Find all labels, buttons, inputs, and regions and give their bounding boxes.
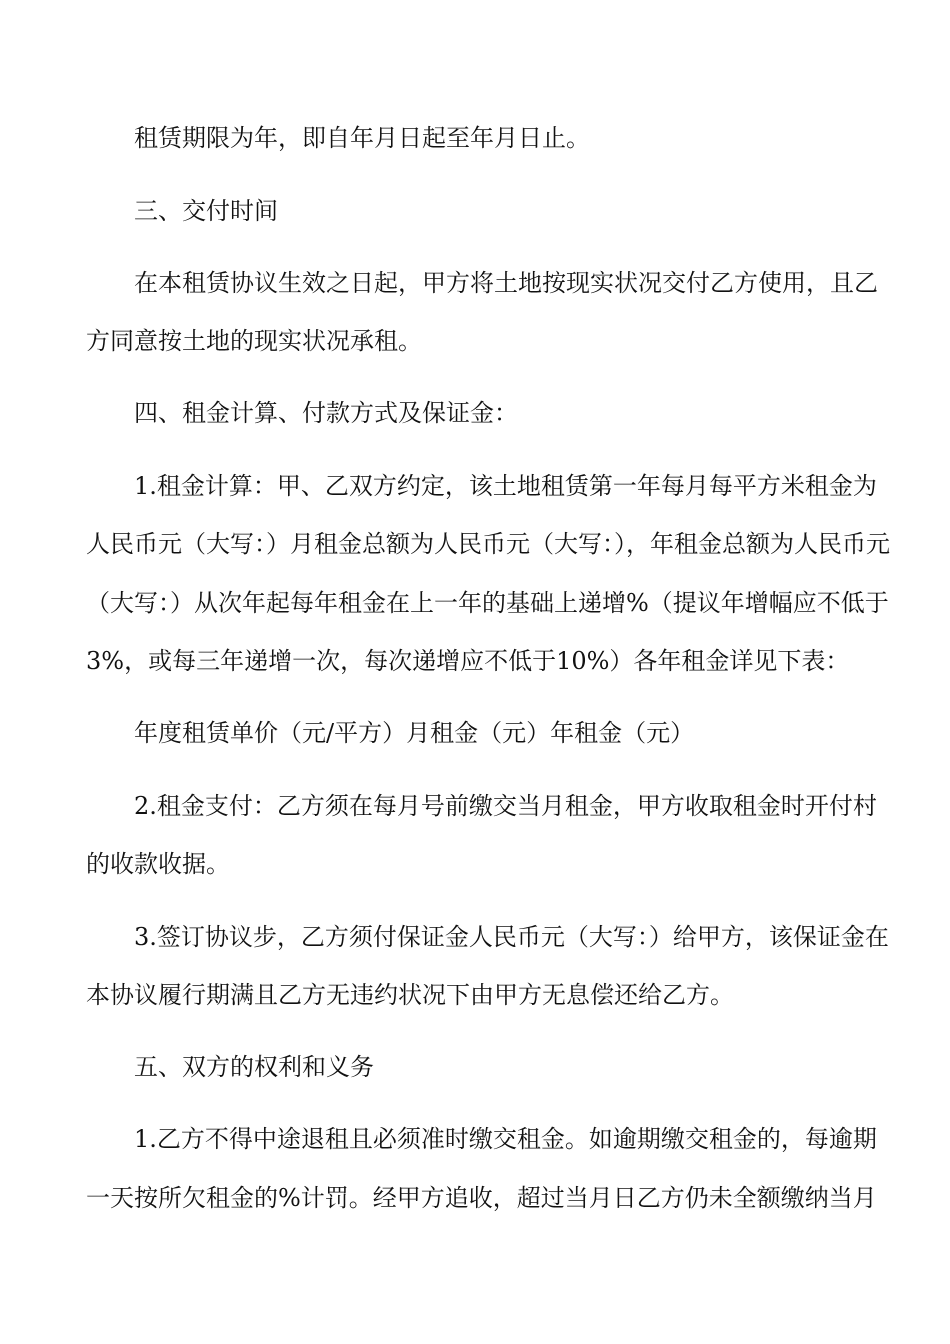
rent-calculation-line-3: （大写：）从次年起每年租金在上一年的基础上递增%（提议年增幅应不低于 — [86, 589, 889, 617]
section-three-heading: 三、交付时间 — [134, 197, 278, 225]
rights-obligations-line-1: 1.乙方不得中途退租且必须准时缴交租金。如逾期缴交租金的，每逾期 — [134, 1125, 877, 1153]
rent-payment-line-1: 2.租金支付：乙方须在每月号前缴交当月租金，甲方收取租金时开付村 — [134, 792, 877, 820]
deposit-line-2: 本协议履行期满且乙方无违约状况下由甲方无息偿还给乙方。 — [86, 981, 734, 1009]
delivery-paragraph-line-2: 方同意按土地的现实状况承租。 — [86, 327, 422, 355]
section-five-heading: 五、双方的权利和义务 — [134, 1053, 374, 1081]
rights-obligations-line-2: 一天按所欠租金的%计罚。经甲方追收，超过当月日乙方仍未全额缴纳当月 — [86, 1184, 877, 1212]
rent-calculation-line-4: 3%，或每三年递增一次，每次递增应不低于10%）各年租金详见下表： — [86, 647, 850, 675]
delivery-paragraph-line-1: 在本租赁协议生效之日起，甲方将土地按现实状况交付乙方使用，且乙 — [134, 269, 878, 297]
rent-calculation-line-2: 人民币元（大写：）月租金总额为人民币元（大写：），年租金总额为人民币元 — [86, 530, 890, 558]
rent-table-header-line: 年度租赁单价（元/平方）月租金（元）年租金（元） — [134, 719, 695, 747]
section-four-heading: 四、租金计算、付款方式及保证金： — [134, 399, 518, 427]
rent-calculation-line-1: 1.租金计算：甲、乙双方约定，该土地租赁第一年每月每平方米租金为 — [134, 472, 877, 500]
rent-payment-line-2: 的收款收据。 — [86, 850, 230, 878]
deposit-line-1: 3.签订协议步，乙方须付保证金人民币元（大写：）给甲方，该保证金在 — [134, 923, 889, 951]
lease-term-line: 租赁期限为年，即自年月日起至年月日止。 — [134, 124, 590, 152]
